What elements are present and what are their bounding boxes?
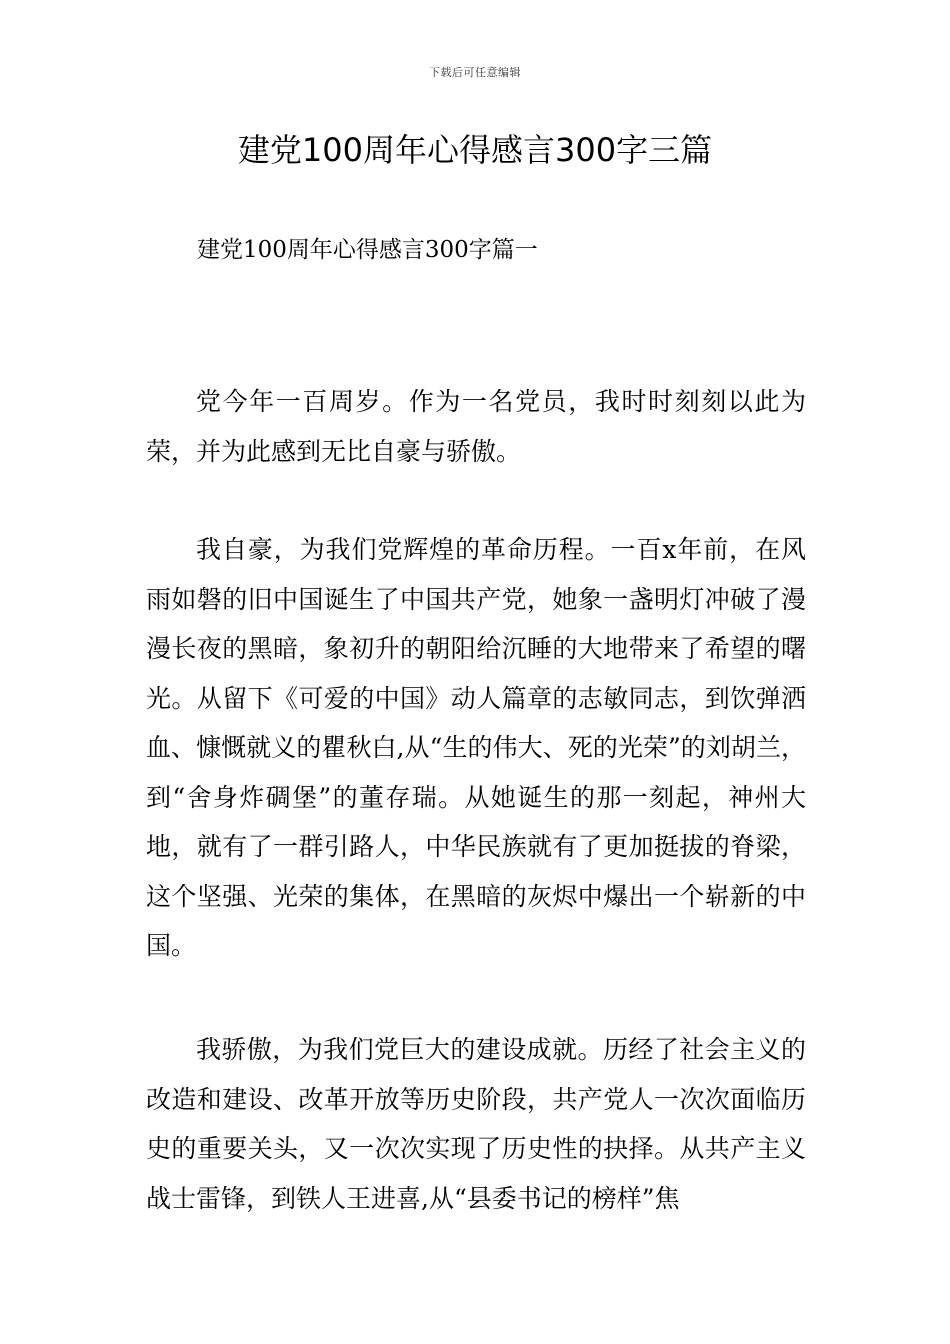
paragraph-2: 我自豪，为我们党辉煌的革命历程。一百x年前，在风雨如磐的旧中国诞生了中国共产党，她象一盏明灯冲破了漫漫长夜的黑暗，象初升的朝阳给沉睡的大地带来了希望的曙光。从留下《可爱的中国》动人篇章的志敏同志，到饮弹洒血、慷慨就义的瞿秋白,从“生的伟大、死的光荣”的刘胡兰，到“舍身炸碉堡”的董存瑞。从她诞生的那一刻起，神州大地，就有了一群引路人，中华民族就有了更加挺拔的脊梁，这个坚强、光荣的集体，在黑暗的灰烬中爆出一个崭新的中国。 xyxy=(146,535,806,960)
document-title: 建党100周年心得感言300字三篇 xyxy=(237,131,713,169)
header-note: 下载后可任意编辑 xyxy=(429,66,521,79)
paragraph-3: 我骄傲，为我们党巨大的建设成就。历经了社会主义的改造和建设、改革开放等历史阶段，共产党人一次次面临历史的重要关头，又一次次实现了历史性的抉择。从共产主义战士雷锋，到铁人王进喜,从“县委书记的榜样”焦 xyxy=(146,1035,806,1213)
section-subtitle: 建党100周年心得感言300字篇一 xyxy=(197,237,538,263)
paragraph-1: 党今年一百周岁。作为一名党员，我时时刻刻以此为荣，并为此感到无比自豪与骄傲。 xyxy=(146,387,806,466)
